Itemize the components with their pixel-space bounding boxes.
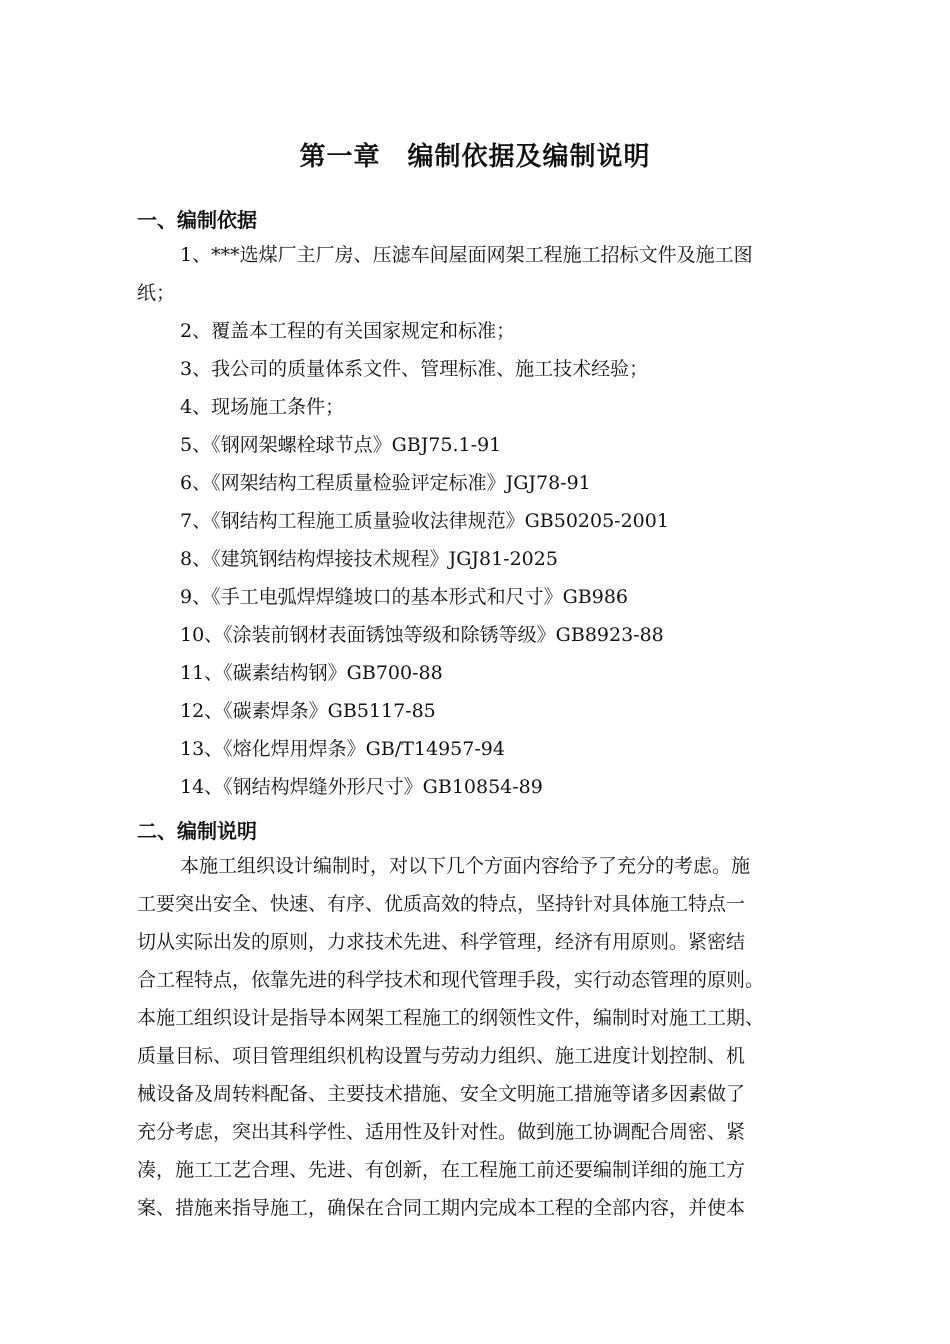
basis-item-12: 12、《碳素焊条》GB5117-85 [180, 700, 436, 722]
basis-item-1-line-2: 纸； [137, 282, 176, 304]
basis-item-4: 4、现场施工条件； [180, 396, 345, 418]
explanation-line-7: 械设备及周转料配备、主要技术措施、安全文明施工措施等诸多因素做了 [137, 1083, 746, 1105]
basis-item-1-line-1: 1、***选煤厂主厂房、压滤车间屋面网架工程施工招标文件及施工图 [180, 244, 753, 266]
basis-item-13: 13、《熔化焊用焊条》GB/T14957-94 [180, 738, 505, 760]
chapter-title: 第一章 编制依据及编制说明 [299, 142, 651, 172]
explanation-line-10: 案、措施来指导施工，确保在合同工期内完成本工程的全部内容，并使本 [137, 1197, 746, 1219]
explanation-line-3: 切从实际出发的原则，力求技术先进、科学管理，经济有用原则。紧密结 [137, 931, 746, 953]
basis-item-10: 10、《涂装前钢材表面锈蚀等级和除锈等级》GB8923-88 [180, 624, 664, 646]
section-heading-explanation: 二、编制说明 [137, 819, 257, 843]
basis-item-11: 11、《碳素结构钢》GB700-88 [180, 662, 443, 684]
explanation-line-2: 工要突出安全、快速、有序、优质高效的特点，坚持针对具体施工特点一 [137, 893, 746, 915]
basis-item-9: 9、《手工电弧焊焊缝坡口的基本形式和尺寸》GB986 [180, 586, 628, 608]
section-heading-basis: 一、编制依据 [137, 208, 257, 232]
explanation-line-6: 质量目标、项目管理组织机构设置与劳动力组织、施工进度计划控制、机 [137, 1045, 746, 1067]
explanation-line-5: 本施工组织设计是指导本网架工程施工的纲领性文件，编制时对施工工期、 [137, 1007, 765, 1029]
basis-item-2: 2、覆盖本工程的有关国家规定和标准； [180, 320, 516, 342]
explanation-line-9: 凑，施工工艺合理、先进、有创新，在工程施工前还要编制详细的施工方 [137, 1159, 746, 1181]
basis-item-8: 8、《建筑钢结构焊接技术规程》JGJ81-2025 [180, 548, 558, 570]
explanation-line-8: 充分考虑，突出其科学性、适用性及针对性。做到施工协调配合周密、紧 [137, 1121, 746, 1143]
basis-item-14: 14、《钢结构焊缝外形尺寸》GB10854-89 [180, 776, 543, 798]
basis-item-3: 3、我公司的质量体系文件、管理标准、施工技术经验； [180, 358, 649, 380]
basis-item-6: 6、《网架结构工程质量检验评定标准》JGJ78-91 [180, 472, 591, 494]
basis-item-7: 7、《钢结构工程施工质量验收法律规范》GB50205-2001 [180, 510, 669, 532]
explanation-line-1: 本施工组织设计编制时，对以下几个方面内容给予了充分的考虑。施 [180, 855, 751, 877]
basis-item-5: 5、《钢网架螺栓球节点》GBJ75.1-91 [180, 434, 502, 456]
explanation-line-4: 合工程特点，依靠先进的科学技术和现代管理手段，实行动态管理的原则。 [137, 969, 765, 991]
